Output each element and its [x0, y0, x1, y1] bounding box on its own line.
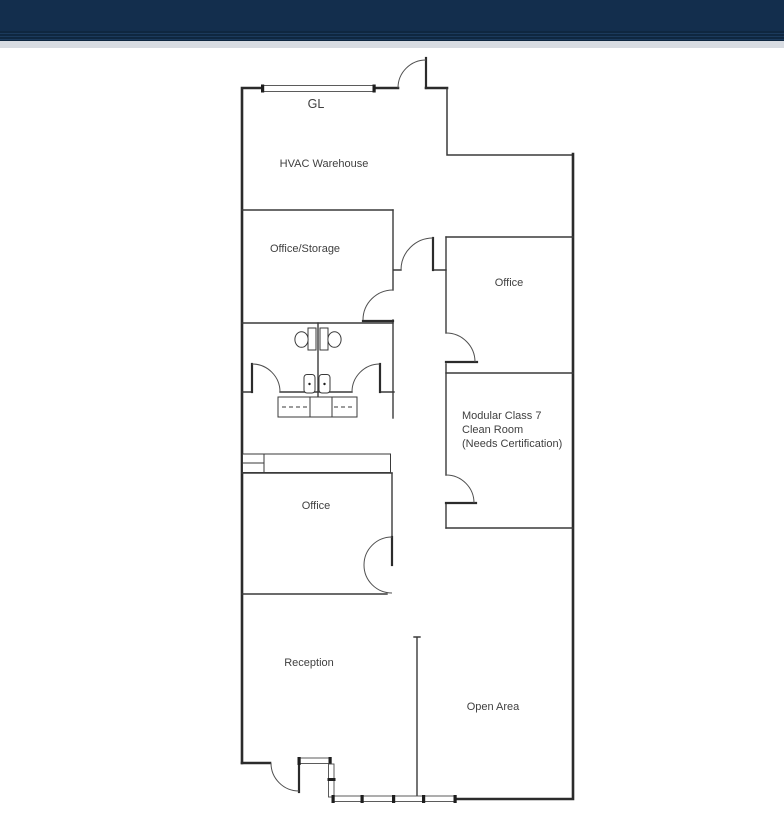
label-cleanroom-line2: Clean Room: [462, 424, 524, 436]
label-office-left: Office: [301, 500, 331, 512]
vanity-counter: [278, 397, 357, 417]
wall-north-notch: [447, 89, 572, 155]
door-cleanroom: [446, 475, 476, 503]
door-warehouse-entry: [398, 58, 426, 88]
label-cleanroom-line1: Modular Class 7: [462, 410, 542, 422]
door-main-entry: [271, 762, 299, 792]
label-reception: Reception: [284, 657, 334, 669]
label-cleanroom-line3: (Needs Certification): [462, 438, 563, 450]
label-open-area: Open Area: [466, 701, 520, 713]
storefront-glazing: [298, 757, 457, 803]
label-hvac-warehouse: HVAC Warehouse: [279, 158, 369, 170]
label-office-storage: Office/Storage: [269, 243, 341, 255]
door-office-left: [364, 537, 392, 593]
door-restroom-left: [252, 364, 280, 392]
door-office-storage: [363, 290, 393, 321]
label-gl: GL: [307, 97, 325, 111]
closet-cabinets: [243, 454, 391, 473]
door-restroom-right: [352, 364, 380, 392]
wall-reception-divider: [414, 637, 420, 796]
label-office-right: Office: [494, 277, 524, 289]
glazed-window: [261, 85, 376, 93]
sink-icon: [319, 375, 330, 394]
sink-icon: [304, 375, 315, 394]
door-office-right: [446, 333, 477, 362]
door-corridor-top: [401, 238, 433, 270]
toilet-icon: [295, 328, 316, 350]
toilet-icon: [320, 328, 341, 350]
